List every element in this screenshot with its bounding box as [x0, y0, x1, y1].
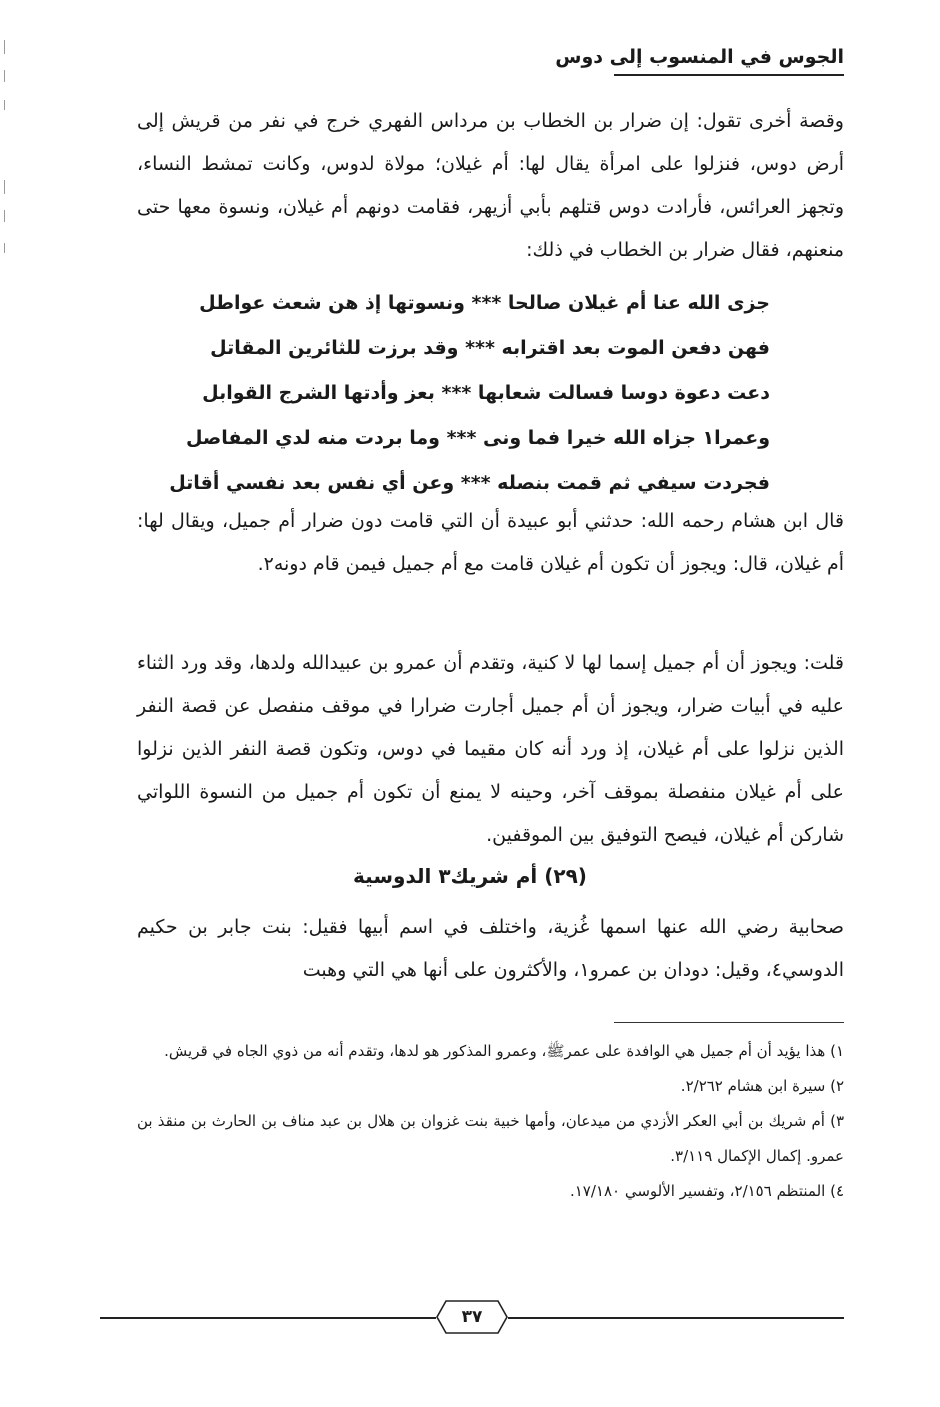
page-number: ٣٧: [461, 1307, 483, 1327]
scan-edge-mark: [4, 210, 5, 222]
section-heading: (٢٩) أم شريك٣ الدوسية: [353, 864, 587, 888]
footnote: ٤) المنتظم ٢/١٥٦، وتفسير الألوسي ١٧/١٨٠.: [569, 1182, 844, 1200]
scan-edge-mark: [4, 70, 5, 82]
poem-verse: دعت دعوة دوسا فسالت شعابها *** بعز وأدتها الشرج القوابل: [202, 382, 770, 404]
paragraph-text: وقصة أخرى تقول: إن ضرار بن الخطاب بن مرداس الفهري خرج في نفر من قريش إلى أرض دوس، فنزلوا على امرأة يقال لها: أم غيلان؛ مولاة لدوس، وكانت تمشط النساء، وتجهز العرائس، فأرادت دوس قتلهم بأبي أزيهر، فقامت دونهم أم غيلان، ونسوة معها حتى منعنهم، فقال ضرار بن الخطاب في ذلك:: [137, 110, 844, 261]
page-header: [100, 44, 844, 80]
poem-verse: فهن دفعن الموت بعد اقترابه *** وقد برزت للثائرين المقاتل: [210, 337, 770, 359]
body-paragraph-2: [137, 500, 844, 586]
footnote: ٣) أم شريك بن أبي العكر الأزدي من ميدعان، وأمها خبية بنت غزوان بن هلال بن عبد مناف بن الحارث بن منقذ بن عمرو. إكمال الإكمال ٣/١١٩.: [137, 1112, 844, 1165]
poem-verse: جزى الله عنا أم غيلان صالحا *** ونسوتها إذ هن شعث عواطل: [199, 292, 770, 314]
scan-edge-mark: [4, 40, 5, 54]
footnotes: [137, 1034, 844, 1209]
body-paragraph-4: [137, 906, 844, 992]
footer-rule-left: [100, 1317, 436, 1319]
paragraph-text: قال ابن هشام رحمه الله: حدثني أبو عبيدة أن التي قامت دون ضرار أم جميل، ويقال لها: أم غيلان، قال: ويجوز أن تكون أم غيلان قامت مع أم جميل فيمن قام دونه٢.: [137, 510, 844, 575]
running-title: الجوس في المنسوب إلى دوس: [555, 46, 844, 68]
scan-edge-mark: [4, 243, 5, 253]
poem-verse: فجردت سيفي ثم قمت بنصله *** وعن أي نفس بعد نفسي أقاتل: [169, 472, 770, 494]
scan-edge-mark: [4, 180, 5, 194]
footnote: ٢) سيرة ابن هشام ٢/٢٦٢.: [680, 1077, 844, 1095]
paragraph-text: صحابية رضي الله عنها اسمها غُزية، واختلف في اسم أبيها فقيل: بنت جابر بن حكيم الدوسي٤، وقيل: دودان بن عمرو١، والأكثرون على أنها هي التي وهبت: [137, 916, 844, 981]
body-paragraph-1: [137, 100, 844, 272]
paragraph-text: قلت: ويجوز أن أم جميل إسما لها لا كنية، وتقدم أن عمرو بن عبيدالله ولدها، وقد ورد الثناء عليه في أبيات ضرار، ويجوز أن أم جميل أجارت ضرارا في موقف منفصل عن قصة النفر الذين نزلوا على أم غيلان، إذ ورد أنه كان مقيما في دوس، وتكون قصة النفر الذين نزلوا على أم غيلان منفصلة بموقف آخر، وحينه لا يمنع أن تكون أم جميل من النسوة اللواتي شاركن أم غيلان، فيصح التوفيق بين الموقفين.: [137, 652, 844, 846]
page-number-frame: [436, 1300, 508, 1334]
footnote-separator: [614, 1022, 844, 1023]
header-rule: [614, 74, 844, 76]
scan-edge-mark: [4, 100, 5, 110]
page-footer: [100, 1300, 844, 1336]
poem-verses: [170, 281, 770, 506]
footnote: ١) هذا يؤيد أن أم جميل هي الوافدة على عمرﷺ، وعمرو المذكور هو لدها، وتقدم أنه من ذوي الجاه في قريش.: [164, 1042, 844, 1060]
poem-verse: وعمرا١ جزاه الله خيرا فما ونى *** وما بردت منه لدي المفاصل: [185, 427, 770, 449]
body-paragraph-3: [137, 642, 844, 857]
footer-rule-right: [508, 1317, 844, 1319]
